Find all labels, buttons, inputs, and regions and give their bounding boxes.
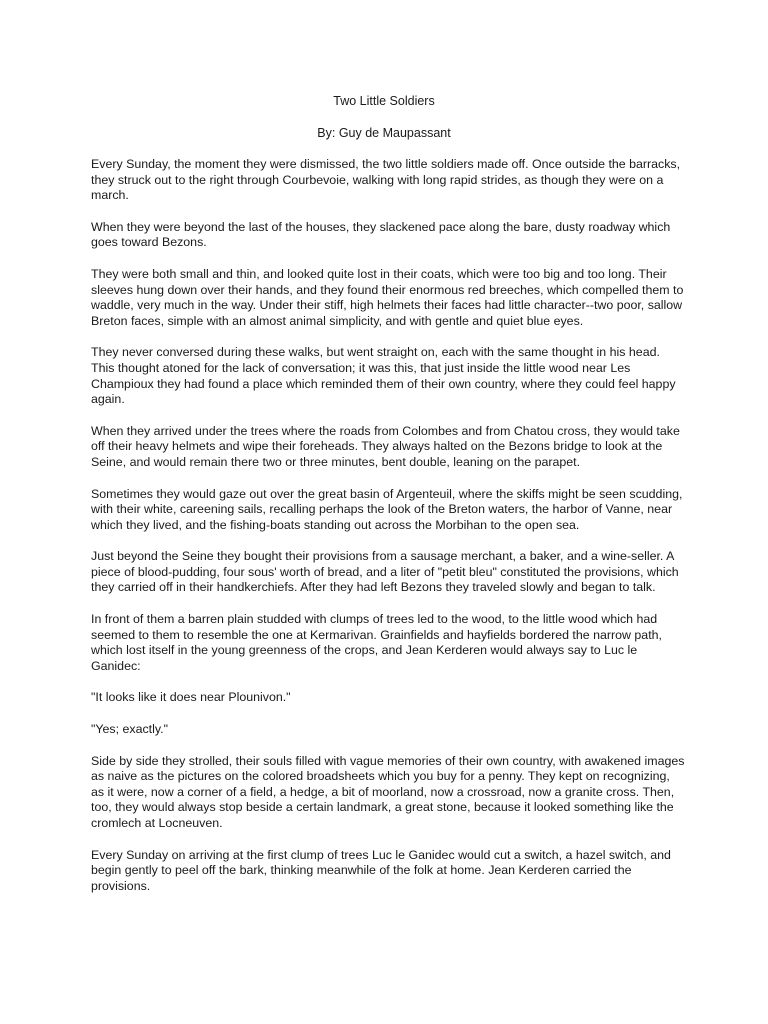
paragraph: Every Sunday on arriving at the first clump of trees Luc le Ganidec would cut a switch, a hazel switch, and begin gently to peel off the bark, thinking meanwhile of the folk at home. Jean Kerderen carried the provisions.: [91, 847, 671, 893]
paragraph: Side by side they strolled, their souls filled with vague memories of their own country, with awakened images as naive as the pictures on the colored broadsheets which you buy for a penny. They kept on recognizing, as it were, now a corner of a field, a hedge, a bit of moorland, now a crossroad, now a granite cross. Then, too, they would always stop beside a certain landmark, a great stone, because it looked something like the cromlech at Locneuven.: [91, 753, 685, 830]
paragraph: "Yes; exactly.": [91, 722, 168, 737]
paragraph: When they arrived under the trees where the roads from Colombes and from Chatou cross, they would take off their heavy helmets and wipe their foreheads. They always halted on the Bezons bridge to look at the Seine, and would remain there two or three minutes, bent double, leaning on the parapet.: [91, 423, 680, 469]
document-byline: By: Guy de Maupassant: [317, 126, 451, 140]
paragraph: In front of them a barren plain studded with clumps of trees led to the wood, to the little wood which had seemed to them to resemble the one at Kermarivan. Grainfields and hayfields bordered the narrow path, which lost itself in the young greenness of the crops, and Jean Kerderen would always say to Luc le Ganidec:: [91, 612, 662, 673]
document-title: Two Little Soldiers: [333, 94, 435, 108]
paragraph: Just beyond the Seine they bought their provisions from a sausage merchant, a baker, and a wine-seller. A piece of blood-pudding, four sous' worth of bread, and a liter of "petit bleu" constituted the provisions, which they carried off in their handkerchiefs. After they had left Bezons they traveled slowly and began to talk.: [91, 549, 679, 595]
paragraph: "It looks like it does near Plounivon.": [91, 690, 291, 705]
paragraph: When they were beyond the last of the houses, they slackened pace along the bare, dusty roadway which goes toward Bezons.: [91, 219, 671, 250]
paragraph: They were both small and thin, and looked quite lost in their coats, which were too big and too long. Their sleeves hung down over their hands, and they found their enormous red breeches, which compelled them to waddle, very much in the way. Under their stiff, high helmets their faces had little character--two poor, sallow Breton faces, simple with an almost animal simplicity, and with gentle and quiet blue eyes.: [91, 266, 684, 328]
paragraph: Sometimes they would gaze out over the great basin of Argenteuil, where the skiffs might be seen scudding, with their white, careening sails, recalling perhaps the look of the Breton waters, the harbor of Vanne, near which they lived, and the fishing-boats standing out across the Morbihan to the open sea.: [91, 486, 683, 532]
document-body: [91, 157, 685, 910]
paragraph: Every Sunday, the moment they were dismissed, the two little soldiers made off. Once outside the barracks, they struck out to the right through Courbevoie, walking with long rapid strides, as though they were on a march.: [91, 157, 681, 203]
paragraph: They never conversed during these walks, but went straight on, each with the same thought in his head. This thought atoned for the lack of conversation; it was this, that just inside the little wood near Les Champioux they had found a place which reminded them of their own country, where they could feel happy again.: [91, 345, 676, 407]
